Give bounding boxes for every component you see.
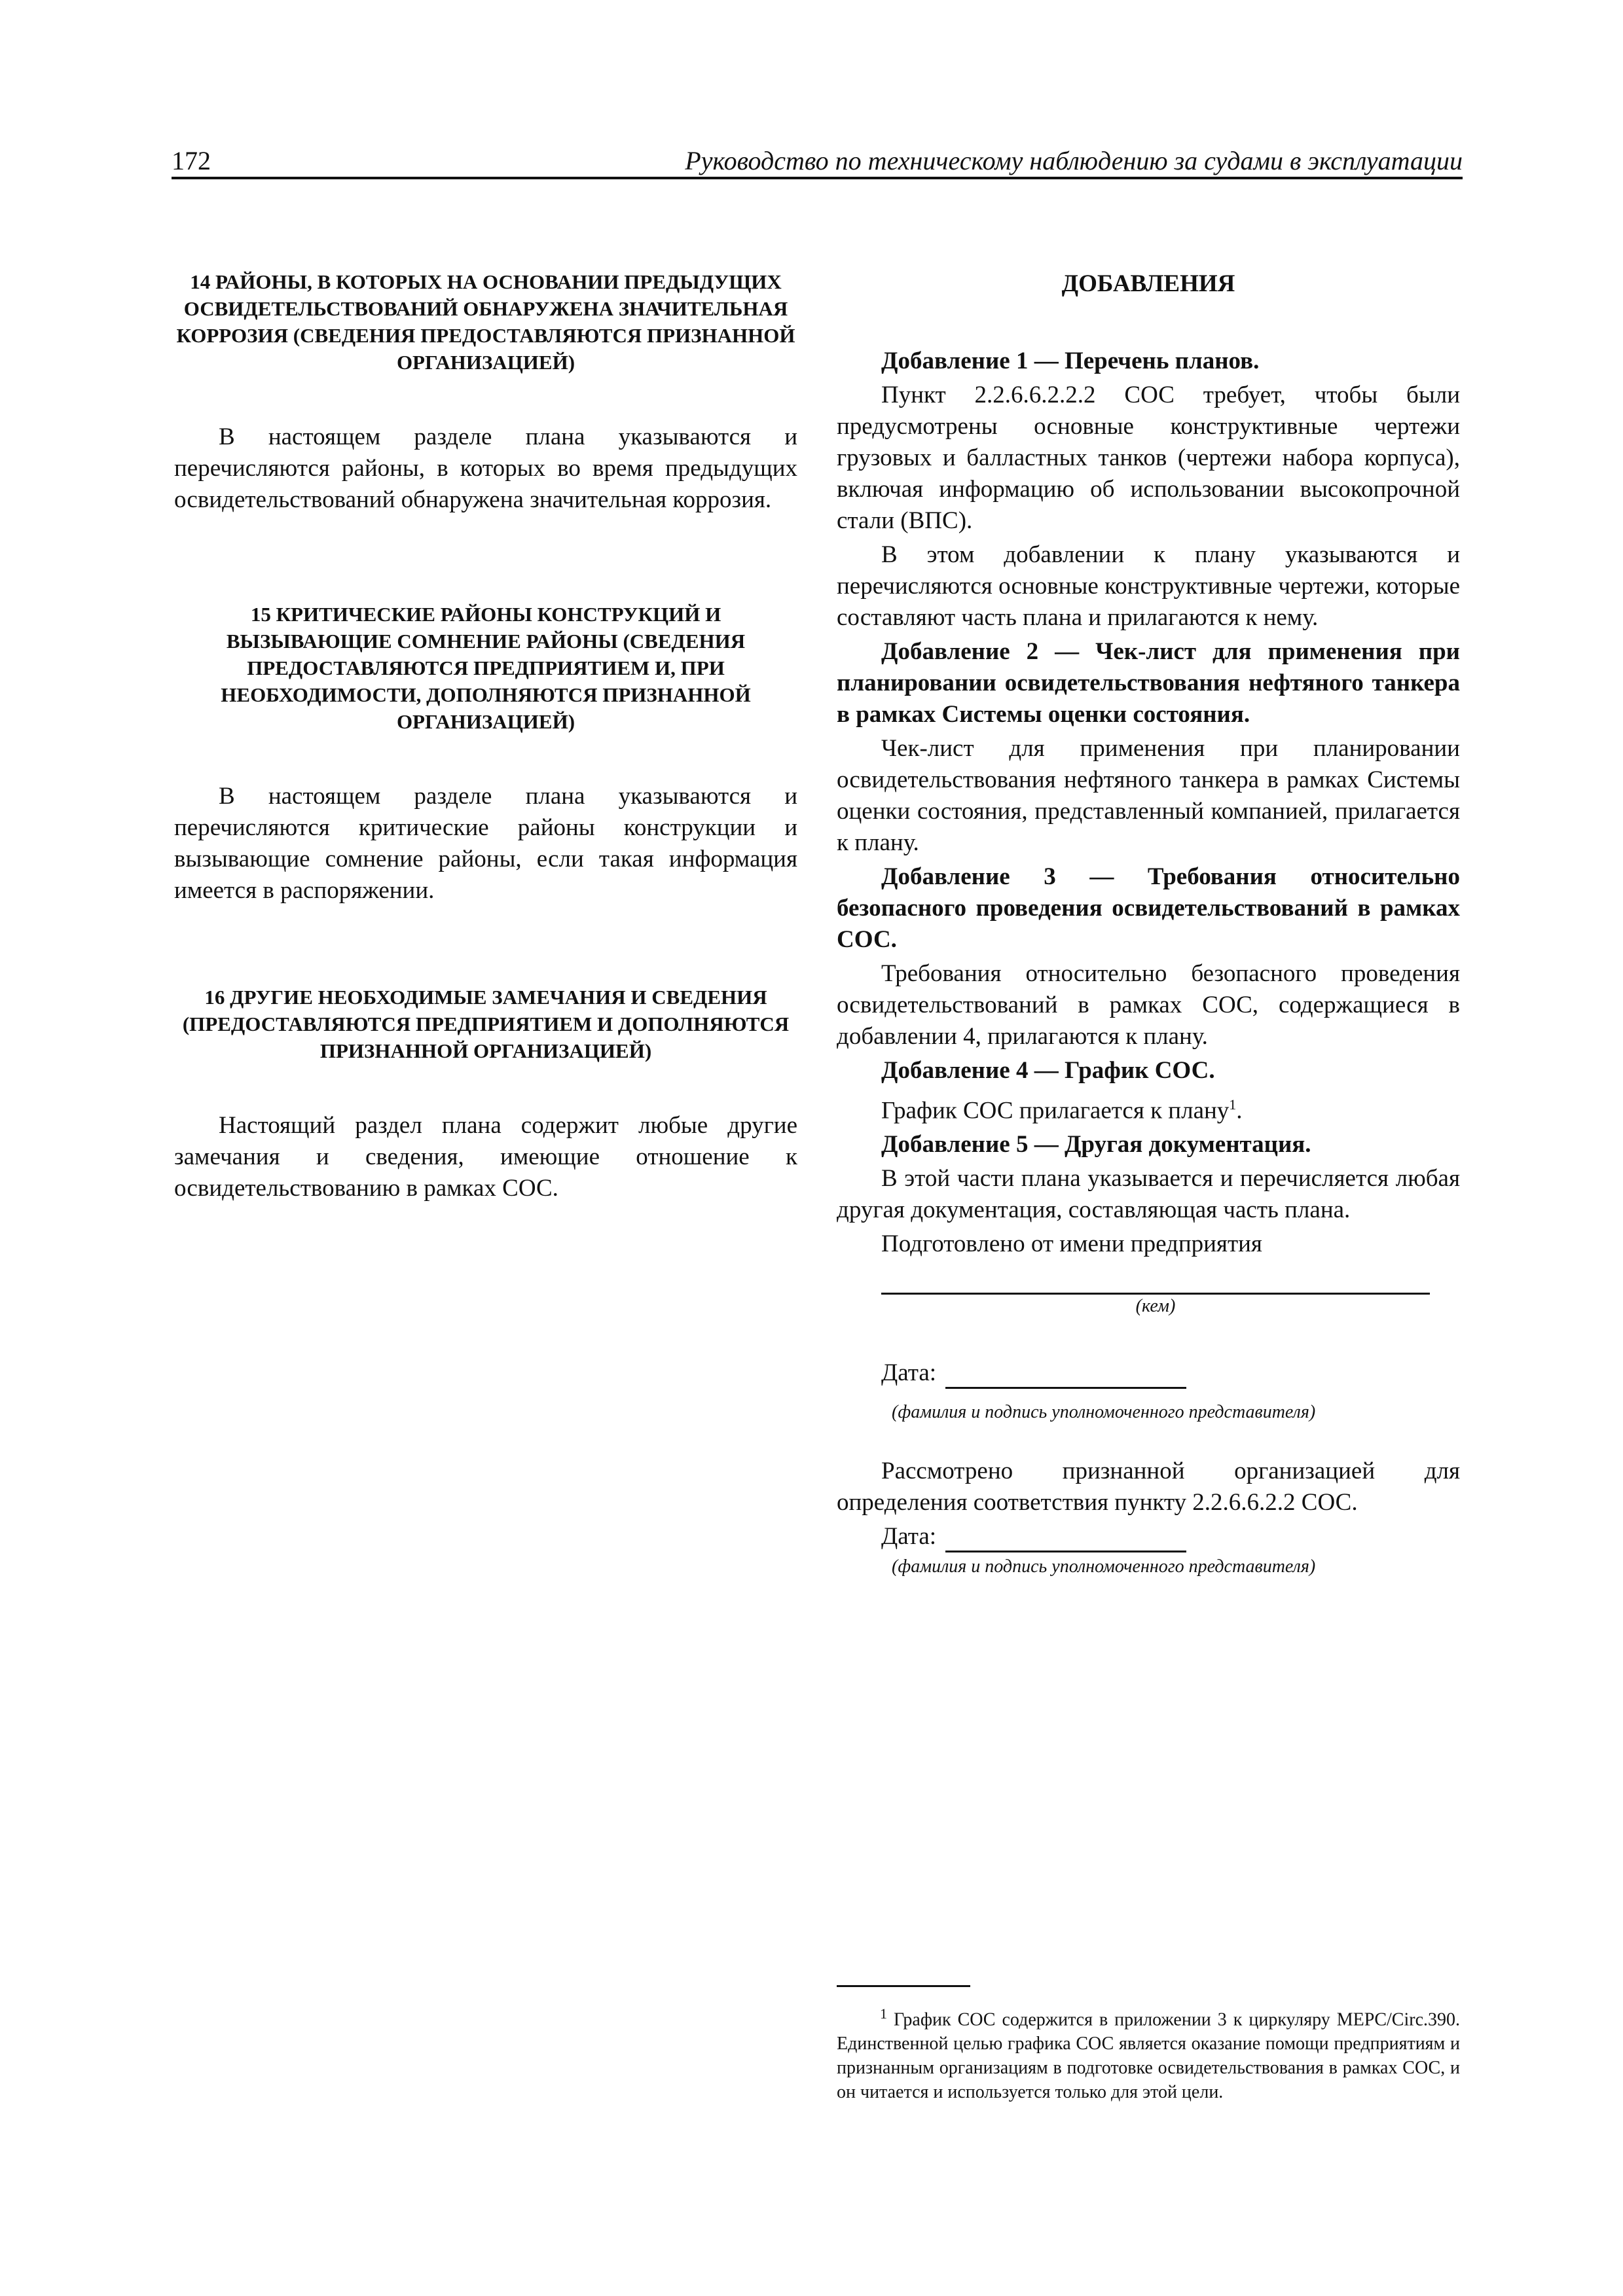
- addendum-4-text-main: График СОС прилагается к плану: [881, 1097, 1230, 1124]
- date-row-2: [881, 1521, 1460, 1552]
- addendum-1-text: Пункт 2.2.6.6.2.2.2 СОС требует, чтобы были предусмотрены основные конструктивные чертежи грузовых и балластных танков (чертежи набора корпуса), включая информацию об использовании высокопрочной стали (ВПС).: [837, 382, 1460, 534]
- addendum-1-heading: Добавление 1 — Перечень планов.: [881, 348, 1260, 374]
- page-number: 172: [172, 146, 211, 175]
- date-row-1: [881, 1357, 1460, 1389]
- section-14-text: В настоящем разделе плана указываются и перечисляются районы, в которых во время предыдущих освидетельствований обнаружена значительная коррозия.: [174, 423, 797, 513]
- date-blank-1: [945, 1362, 1186, 1389]
- date-label-1: Дата:: [881, 1359, 937, 1387]
- addendum-1-text-2: В этом добавлении к плану указываются и перечисляются основные конструктивные чертежи, которые составляют часть плана и прилагаются к нему.: [837, 541, 1460, 631]
- reviewed-text: Рассмотрено признанной организацией для определения соответствия пункту 2.2.6.6.2.2 СОС.: [837, 1458, 1460, 1516]
- right-column: [837, 268, 1460, 1577]
- footnote: [837, 2001, 1460, 2104]
- addendum-4-heading: Добавление 4 — График СОС.: [881, 1057, 1215, 1084]
- footnote-text: График СОС содержится в приложении 3 к циркуляру MEPC/Circ.390. Единственной целью графика СОС является оказание помощи предприятиям и признанным организациям в подготовке освидетельствования в рамках СОС, и он читается и используется только для этой цели.: [837, 2009, 1461, 2103]
- left-column: [174, 268, 797, 1204]
- footnote-mark: 1: [880, 2005, 887, 2022]
- section-15-heading: 15 КРИТИЧЕСКИЕ РАЙОНЫ КОНСТРУКЦИЙ И ВЫЗЫВАЮЩИЕ СОМНЕНИЕ РАЙОНЫ (СВЕДЕНИЯ ПРЕДОСТАВЛЯЮТСЯ ПРЕДПРИЯТИЕМ И, ПРИ НЕОБХОДИМОСТИ, ДОПОЛНЯЮТСЯ ПРИЗНАННОЙ ОРГАНИЗАЦИЕЙ): [221, 603, 751, 733]
- date-blank-2: [945, 1526, 1186, 1552]
- appendices-title: ДОБАВЛЕНИЯ: [1061, 270, 1235, 297]
- section-14-heading: 14 РАЙОНЫ, В КОТОРЫХ НА ОСНОВАНИИ ПРЕДЫДУЩИХ ОСВИДЕТЕЛЬСТВОВАНИЙ ОБНАРУЖЕНА ЗНАЧИТЕЛЬНАЯ КОРРОЗИЯ (СВЕДЕНИЯ ПРЕДОСТАВЛЯЮТСЯ ПРИЗНАННОЙ ОРГАНИЗАЦИЕЙ): [176, 270, 795, 374]
- prepared-by-signature-line: [881, 1266, 1430, 1295]
- section-16-text: Настоящий раздел плана содержит любые другие замечания и сведения, имеющие отношение к освидетельствованию в рамках СОС.: [174, 1112, 797, 1202]
- addendum-4-text-end: .: [1236, 1097, 1243, 1124]
- footnote-reference: 1: [1229, 1096, 1237, 1113]
- addendum-2-heading: Добавление 2 — Чек-лист для применения при планировании освидетельствования нефтяного танкера в рамках Системы оценки состояния.: [837, 638, 1460, 728]
- section-16-heading: 16 ДРУГИЕ НЕОБХОДИМЫЕ ЗАМЕЧАНИЯ И СВЕДЕНИЯ (ПРЕДОСТАВЛЯЮТСЯ ПРЕДПРИЯТИЕМ И ДОПОЛНЯЮТСЯ ПРИЗНАННОЙ ОРГАНИЗАЦИЕЙ): [182, 986, 790, 1062]
- prepared-by-label: Подготовлено от имени предприятия: [881, 1230, 1262, 1258]
- addendum-3-heading: Добавление 3 — Требования относительно безопасного проведения освидетельствований в рамках СОС.: [837, 863, 1460, 953]
- running-title: Руководство по техническому наблюдению за судами в эксплуатации: [685, 146, 1463, 175]
- addendum-5-heading: Добавление 5 — Другая документация.: [881, 1131, 1311, 1158]
- addendum-3-text: Требования относительно безопасного проведения освидетельствований в рамках СОС, содержащиеся в добавлении 4, прилагаются к плану.: [837, 960, 1460, 1050]
- addendum-5-text: В этой части плана указывается и перечисляется любая другая документация, составляющая часть плана.: [837, 1165, 1460, 1224]
- footnote-rule: [837, 1985, 970, 1987]
- signature-caption-1: (фамилия и подпись уполномоченного представителя): [892, 1402, 1316, 1423]
- by-whom-caption: (кем): [1135, 1296, 1176, 1317]
- page-header: [172, 143, 1463, 179]
- addendum-4-text: [837, 1089, 1460, 1126]
- section-15-text: В настоящем разделе плана указываются и перечисляются критические районы конструкции и вызывающие сомнение районы, если такая информация имеется в распоряжении.: [174, 783, 797, 904]
- addendum-2-text: Чек-лист для применения при планировании освидетельствования нефтяного танкера в рамках Системы оценки состояния, представленный компанией, прилагается к плану.: [837, 735, 1460, 856]
- date-label-2: Дата:: [881, 1523, 937, 1551]
- header-rule: [172, 177, 1463, 179]
- signature-caption-2: (фамилия и подпись уполномоченного представителя): [892, 1556, 1316, 1577]
